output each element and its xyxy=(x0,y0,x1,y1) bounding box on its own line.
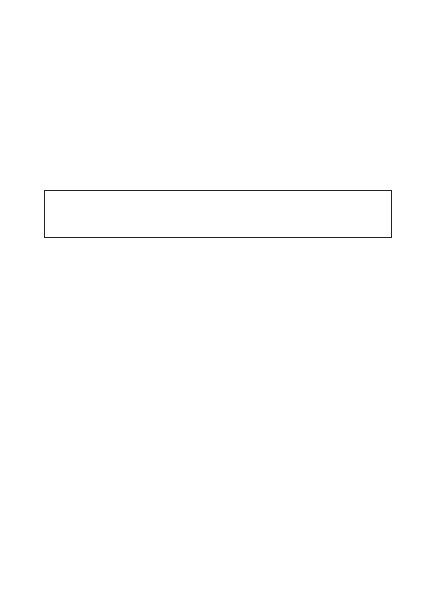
intro-paragraph xyxy=(22,48,414,184)
body-paragraph xyxy=(22,310,414,564)
verse-line-2 xyxy=(55,214,381,233)
sanskrit-verse-box xyxy=(44,190,392,238)
verse-line-1 xyxy=(55,195,381,214)
translation-paragraph xyxy=(22,246,414,304)
page-heading xyxy=(22,12,414,42)
